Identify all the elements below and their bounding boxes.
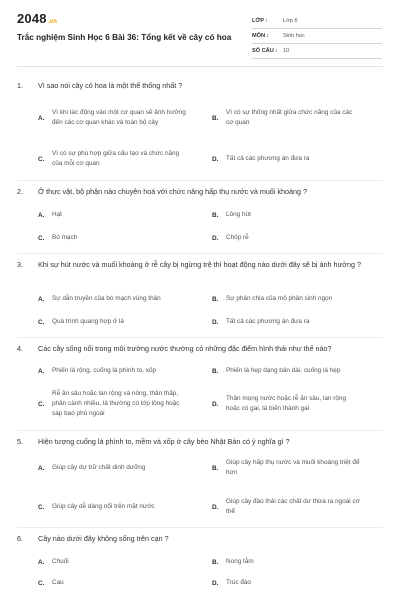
option-letter: A.: [38, 558, 45, 566]
question-4-option-b[interactable]: [212, 365, 360, 377]
option-text: Chuối: [52, 558, 69, 565]
question-1-option-d[interactable]: [212, 153, 360, 165]
option-letter: C.: [38, 155, 45, 163]
info-value: Lớp 6: [283, 18, 298, 24]
option-letter: D.: [212, 318, 219, 326]
question-text: Khi sự hút nước và muối khoáng ở rễ cây bị ngừng trệ thì hoạt động nào dưới đây sẽ bị ảnh hưởng ?: [38, 260, 362, 269]
question-number: 3.: [17, 260, 23, 269]
option-letter: C.: [38, 318, 45, 326]
option-text: Phiến lá rộng, cuống lá phình to, xốp: [52, 367, 157, 374]
question-4-option-c[interactable]: [38, 387, 186, 421]
question-3-option-b[interactable]: [212, 293, 360, 305]
question-4-option-d[interactable]: [212, 393, 360, 415]
question-number: 4.: [17, 344, 23, 353]
option-letter: C.: [38, 234, 45, 242]
option-text: Rễ ăn sâu hoặc lan rộng và nông, thân thấp, phân cành nhiều, lá thường có lớp lông hoặc sáp bao phủ ngoài: [52, 390, 180, 417]
option-text: Tất cả các phương án đưa ra: [226, 155, 310, 162]
question-divider: [17, 430, 383, 431]
question-5-option-a[interactable]: [38, 462, 186, 474]
option-letter: A.: [38, 114, 45, 122]
question-6-option-a[interactable]: [38, 556, 186, 568]
question-text: Hiện tượng cuống lá phình to, mềm và xốp ở cây bèo Nhật Bản có ý nghĩa gì ?: [38, 437, 290, 446]
question-5-option-c[interactable]: [38, 501, 186, 513]
question-3-title: [17, 259, 368, 270]
question-number: 5.: [17, 437, 23, 446]
question-text: Vì sao nói cây có hoa là một thể thống nhất ?: [38, 81, 183, 90]
question-1-option-c[interactable]: [38, 148, 186, 170]
option-letter: B.: [212, 558, 219, 566]
option-text: Trúc đào: [226, 579, 251, 586]
option-letter: B.: [212, 295, 219, 303]
option-text: Giúp cây hấp thụ nước và muối khoáng triệt để hơn: [226, 459, 360, 476]
question-number: 1.: [17, 81, 23, 90]
page-title: Trắc nghiệm Sinh Học 6 Bài 36: Tổng kết về cây có hoa: [17, 33, 232, 42]
question-2-option-d[interactable]: [212, 232, 360, 244]
page-header: [0, 0, 400, 62]
question-5-option-b[interactable]: [212, 457, 360, 479]
option-letter: D.: [212, 579, 219, 587]
info-label: SỐ CÂU :: [252, 48, 278, 54]
info-row-subject: [252, 29, 382, 44]
question-number: 6.: [17, 534, 23, 543]
question-number: 2.: [17, 187, 23, 196]
option-letter: D.: [212, 400, 219, 408]
question-1-title: [17, 80, 368, 91]
option-letter: B.: [212, 114, 219, 122]
question-4-option-a[interactable]: [38, 365, 186, 377]
option-letter: A.: [38, 464, 45, 472]
option-text: Tất cả các phương án đưa ra: [226, 318, 310, 325]
option-letter: D.: [212, 503, 219, 511]
option-letter: B.: [212, 211, 219, 219]
question-text: Ở thực vật, bộ phận nào chuyên hoá với chức năng hấp thụ nước và muối khoáng ?: [38, 187, 307, 196]
option-letter: C.: [38, 503, 45, 511]
option-text: Vì có sự phù hợp giữa cấu tạo và chức năng của mỗi cơ quan: [52, 150, 180, 167]
option-letter: B.: [212, 367, 219, 375]
question-2-title: [17, 186, 368, 197]
question-2-option-a[interactable]: [38, 209, 186, 221]
question-6-option-b[interactable]: [212, 556, 360, 568]
question-5-option-d[interactable]: [212, 496, 360, 518]
option-text: Vì có sự thống nhất giữa chức năng của các cơ quan: [226, 109, 353, 126]
option-letter: A.: [38, 295, 45, 303]
question-divider: [17, 337, 383, 338]
info-value: 10: [283, 48, 290, 54]
question-3-option-d[interactable]: [212, 316, 360, 328]
option-letter: C.: [38, 400, 45, 408]
option-text: Cau: [52, 579, 64, 586]
option-letter: C.: [38, 579, 45, 587]
question-5-title: [17, 436, 368, 447]
question-2-option-c[interactable]: [38, 232, 186, 244]
option-text: Chóp rễ: [226, 234, 249, 241]
question-1-option-a[interactable]: [38, 101, 186, 135]
info-row-grade: [252, 14, 382, 29]
option-text: Giúp cây dự trữ chất dinh dưỡng: [52, 464, 146, 471]
option-text: Lông hút: [226, 211, 251, 218]
question-6-option-d[interactable]: [212, 577, 360, 589]
info-label: MÔN :: [252, 33, 269, 39]
option-letter: D.: [212, 155, 219, 163]
header-divider: [17, 66, 383, 67]
option-text: Vì khi tác động vào một cơ quan sẽ ảnh hưởng đến các cơ quan khác và toàn bộ cây: [52, 109, 186, 126]
question-text: Cây nào dưới đây không sống trên cạn ?: [38, 534, 169, 543]
info-value: Sinh học: [283, 33, 305, 39]
option-text: Hạt: [52, 211, 62, 218]
info-label: LỚP :: [252, 18, 268, 24]
logo-text: 2048: [17, 11, 47, 26]
question-divider: [17, 180, 383, 181]
question-6-option-c[interactable]: [38, 577, 186, 589]
option-letter: B.: [212, 464, 219, 472]
quiz-info-table: [252, 14, 382, 59]
option-text: Quá trình quang hợp ở lá: [52, 318, 124, 325]
question-2-option-b[interactable]: [212, 209, 360, 221]
question-6-title: [17, 533, 368, 544]
question-3-option-a[interactable]: [38, 293, 186, 305]
question-text: Các cây sống nổi trong môi trường nước thường có những đặc điểm hình thái như thế nào?: [38, 344, 332, 353]
option-letter: A.: [38, 211, 45, 219]
option-text: Sự phân chia của mô phân sinh ngọn: [226, 295, 333, 302]
question-1-option-b[interactable]: [212, 107, 360, 129]
info-row-question-count: [252, 44, 382, 59]
option-text: Phiến lá hẹp dạng bản dài, cuống lá hẹp: [226, 367, 341, 374]
option-text: Bó mạch: [52, 234, 78, 241]
option-text: Sự dẫn truyền của bó mạch vùng thân: [52, 295, 161, 302]
question-3-option-c[interactable]: [38, 316, 186, 328]
question-4-title: [17, 343, 368, 354]
option-letter: D.: [212, 234, 219, 242]
option-text: Thân mọng nước hoặc rễ ăn sâu, lan rộng hoặc có gai, lá biến thành gai: [226, 395, 347, 412]
option-text: Nong tằm: [226, 558, 254, 565]
question-divider: [17, 253, 383, 254]
option-text: Giúp cây dễ dàng nổi trên mặt nước: [52, 503, 155, 510]
question-divider: [17, 527, 383, 528]
site-logo[interactable]: [17, 11, 57, 26]
option-letter: A.: [38, 367, 45, 375]
option-text: Giúp cây đào thải các chất dư thừa ra ngoài cơ thể: [226, 498, 360, 515]
logo-suffix: .vn: [47, 19, 58, 25]
